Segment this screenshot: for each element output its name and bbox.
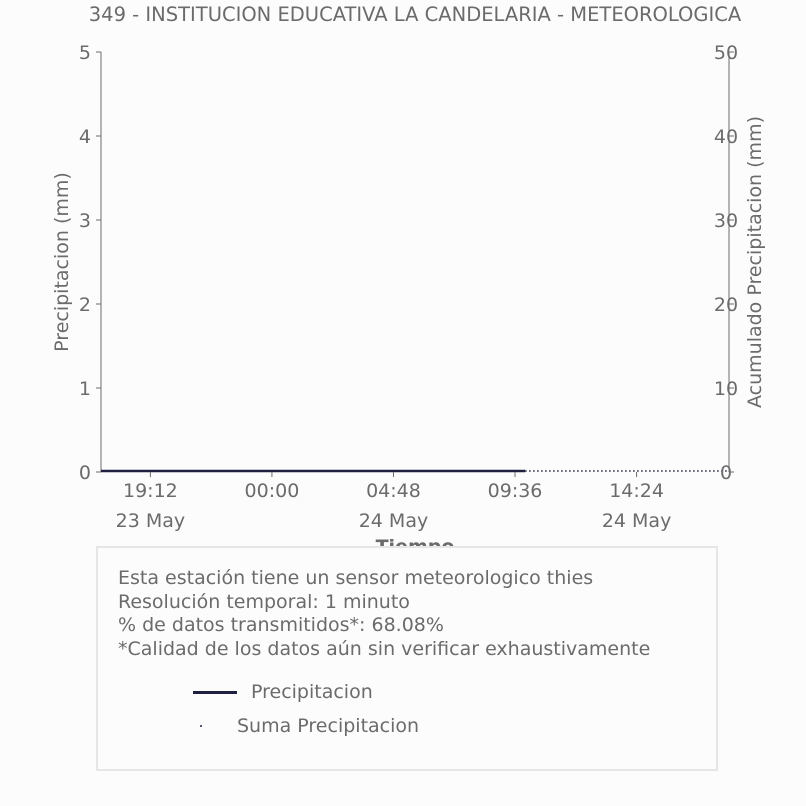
legend-dot-swatch — [200, 725, 202, 727]
x-tick-label-time: 04:48 — [366, 480, 421, 502]
x-tick-label-time: 19:12 — [122, 480, 178, 502]
x-tick-label-date: 24 May — [358, 510, 429, 532]
x-tick-label-date: 24 May — [601, 510, 672, 532]
x-tick-label-time: 14:24 — [609, 480, 664, 502]
legend-line-swatch — [193, 691, 237, 694]
x-tick-label-time: 09:36 — [487, 480, 543, 502]
y-tick-label-right: 50 — [713, 42, 739, 64]
y-tick-label-left: 0 — [78, 462, 91, 484]
station-info — [118, 567, 650, 661]
y-tick-label-right: 40 — [713, 126, 739, 148]
y-tick-label-left: 1 — [78, 378, 91, 400]
info-legend-box — [96, 546, 718, 771]
info-line-transmitted: % de datos transmitidos*: 68.08% — [118, 614, 444, 636]
y-axis-label-left: Precipitacion (mm) — [51, 172, 73, 352]
y-tick-label-left: 2 — [78, 294, 91, 316]
y-tick-label-left: 5 — [78, 42, 91, 64]
axes — [101, 52, 729, 472]
x-tick-label-date: 23 May — [115, 510, 186, 532]
ticks-layer — [79, 42, 738, 532]
y-axis-label-right: Acumulado Precipitacion (mm) — [744, 116, 766, 408]
legend-precipitacion-label: Precipitacion — [251, 681, 373, 703]
y-tick-label-right: 0 — [719, 462, 733, 484]
y-tick-label-right: 20 — [713, 294, 739, 316]
x-tick-label-time: 00:00 — [244, 480, 300, 502]
legend-suma-label: Suma Precipitacion — [237, 715, 420, 737]
y-tick-label-left: 3 — [78, 210, 91, 232]
info-line-resolution: Resolución temporal: 1 minuto — [118, 590, 410, 613]
info-line-quality: *Calidad de los datos aún sin verificar exhaustivamente — [118, 637, 651, 660]
y-tick-label-left: 4 — [78, 126, 91, 148]
info-line-sensor: Esta estación tiene un sensor meteorologico thies — [118, 567, 594, 589]
y-tick-label-right: 10 — [713, 378, 739, 400]
y-tick-label-right: 30 — [713, 210, 739, 232]
chart-title: 349 - INSTITUCION EDUCATIVA LA CANDELARIA - METEOROLOGICA — [88, 3, 742, 26]
